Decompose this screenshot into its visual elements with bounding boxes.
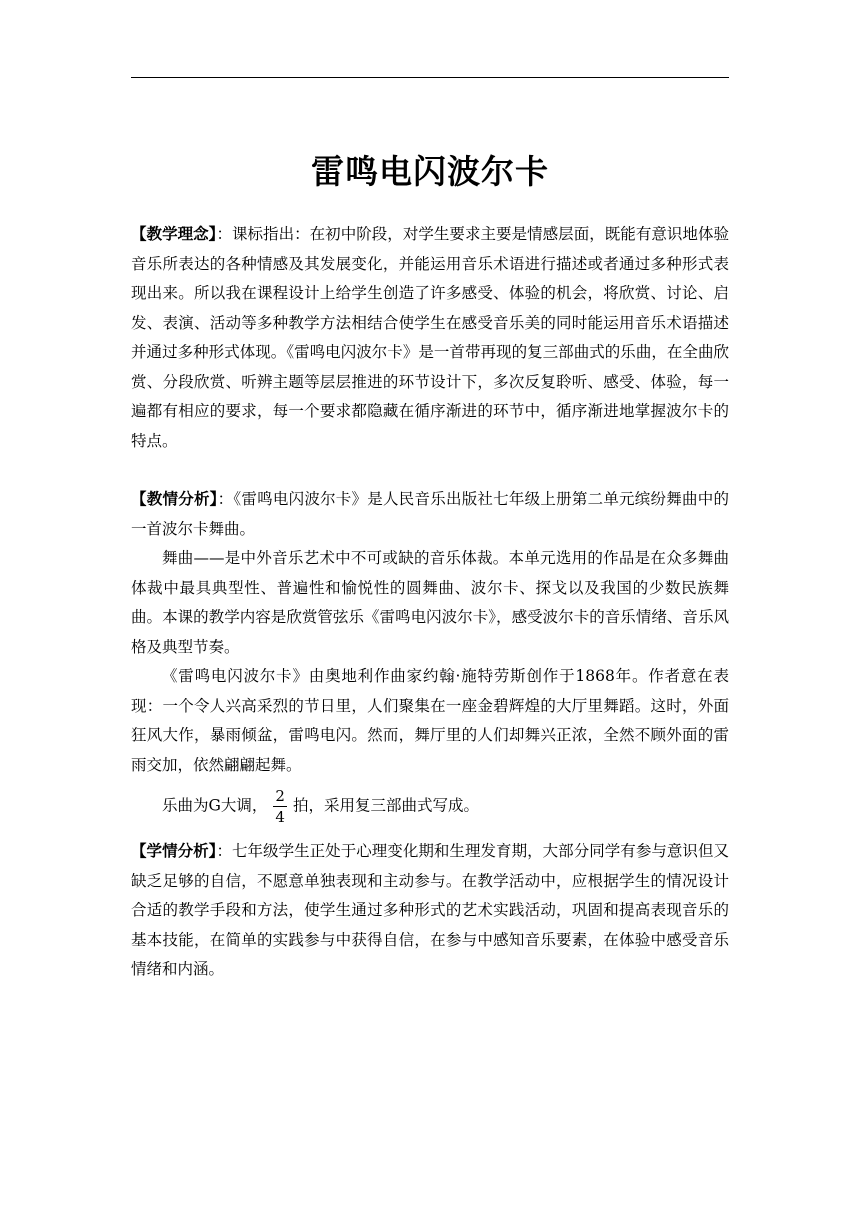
meter-after-text: 拍，采用复三部曲式写成。 xyxy=(292,796,479,815)
philosophy-paragraph xyxy=(131,220,729,456)
philosophy-text: ：课标指出：在初中阶段，对学生要求主要是情感层面，既能有意识地体验音乐所表达的各种情感及其发展变化，并能运用音乐术语进行描述或者通过多种形式表现出来。所以我在课程设计上给学生创造了许多感受、体验的机会，将欣赏、讨论、启发、表演、活动等多种教学方法相结合使学生在感受音乐美的同时能运用音乐术语描述并通过多种形式体现。《雷鸣电闪波尔卡》是一首带再现的复三部曲式的乐曲，在全曲欣赏、分段欣赏、听辨主题等层层推进的环节设计下，多次反复聆听、感受、体验，每一遍都有相应的要求，每一个要求都隐藏在循序渐进的环节中，循序渐进地掌握波尔卡的特点。 xyxy=(131,225,729,450)
student-analysis-label: 【学情分析】 xyxy=(131,842,217,860)
header-rule xyxy=(131,77,729,78)
time-signature-denominator: 4 xyxy=(275,808,285,826)
material-analysis-text: ：《雷鸣电闪波尔卡》是人民音乐出版社七年级上册第二单元缤纷舞曲中的一首波尔卡舞曲。 xyxy=(131,490,729,538)
work-background-paragraph: 《雷鸣电闪波尔卡》由奥地利作曲家约翰·施特劳斯创作于1868年。作者意在表现：一个令人兴高采烈的节日里，人们聚集在一座金碧辉煌的大厅里舞蹈。这时，外面狂风大作，暴雨倾盆，雷鸣电闪。然而，舞厅里的人们却舞兴正浓，全然不顾外面的雷雨交加，依然翩翩起舞。 xyxy=(131,667,729,774)
dance-music-paragraph: 舞曲——是中外音乐艺术中不可或缺的音乐体裁。本单元选用的作品是在众多舞曲体裁中最具典型性、普遍性和愉悦性的圆舞曲、波尔卡、探戈以及我国的少数民族舞曲。本课的教学内容是欣赏管弦乐《雷鸣电闪波尔卡》，感受波尔卡的音乐情绪、音乐风格及典型节奏。 xyxy=(131,549,729,656)
document-body xyxy=(131,220,729,985)
philosophy-label: 【教学理念】 xyxy=(131,225,217,243)
student-analysis-text: ：七年级学生正处于心理变化期和生理发育期，大部分同学有参与意识但又缺乏足够的自信，不愿意单独表现和主动参与。在教学活动中，应根据学生的情况设计合适的教学手段和方法，使学生通过多种形式的艺术实践活动，巩固和提高表现音乐的基本技能，在简单的实践参与中获得自信，在参与中感知音乐要素，在体验中感受音乐情绪和内涵。 xyxy=(131,842,729,978)
time-signature-numerator: 2 xyxy=(275,787,285,805)
material-analysis-label: 【教情分析】 xyxy=(131,490,218,508)
student-analysis-paragraph xyxy=(131,837,729,985)
document-title: 雷鸣电闪波尔卡 xyxy=(311,152,549,191)
meter-before-text: 乐曲为G大调， xyxy=(162,796,268,815)
time-signature-fraction xyxy=(273,786,287,827)
material-analysis-paragraph xyxy=(131,485,729,544)
section-spacer xyxy=(131,456,729,485)
meter-line xyxy=(131,786,729,827)
